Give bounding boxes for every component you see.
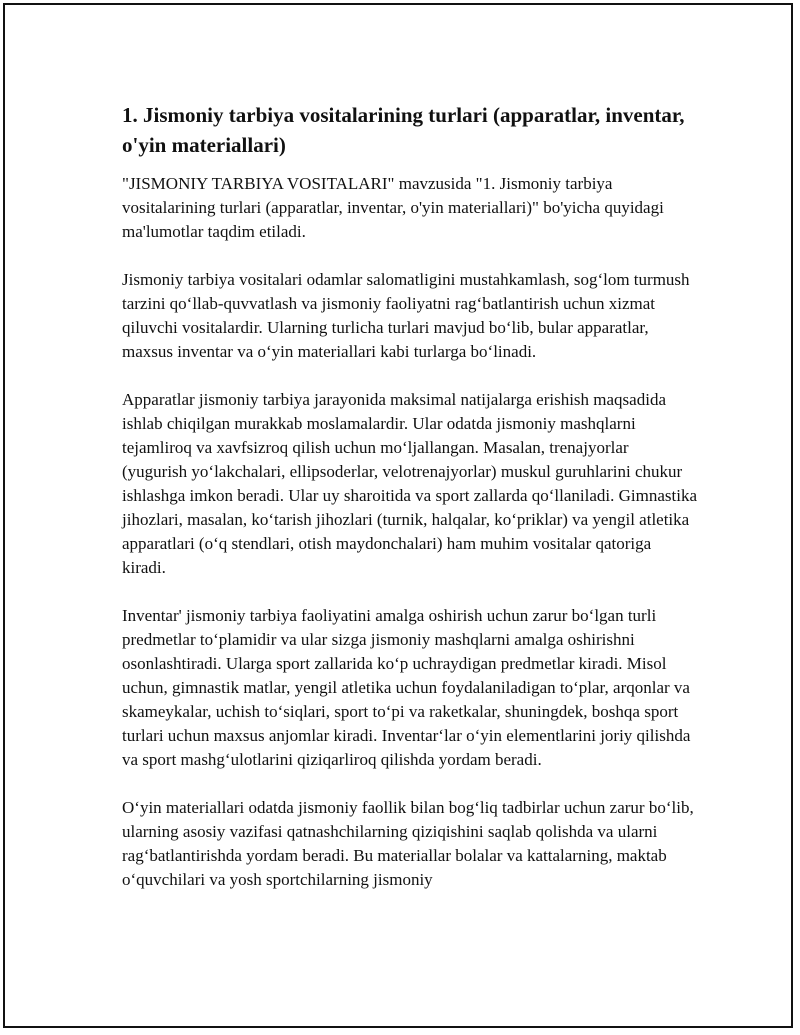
game-materials-paragraph: O‘yin materiallari odatda jismoniy faollik bilan bog‘liq tadbirlar uchun zarur bo‘lib, ularning asosiy vazifasi qatnashchilarning qiziqishini saqlab qolishda va ularni rag‘batlantirishda yordam beradi. Bu materiallar bolalar va kattalarning, maktab o‘quvchilari va yosh sportchilarning jismoniy <box>122 798 694 889</box>
inventory-paragraph: Inventar' jismoniy tarbiya faoliyatini amalga oshirish uchun zarur bo‘lgan turli predmetlar to‘plamidir va ular sizga jismoniy mashqlarni amalga oshirishni osonlashtiradi. Ularga sport zallarida ko‘p uchraydigan predmetlar kiradi. Misol uchun, gimnastik matlar, yengil atletika uchun foydalaniladigan to‘plar, arqonlar va skameykalar, uchish to‘siqlari, sport to‘pi va raketkalar, shuningdek, boshqa sport turlari uchun maxsus anjomlar kiradi. Inventar‘lar o‘yin elementlarini joriy qilishda va sport mashg‘ulotlarini qiziqarliroq qilishda yordam beradi. <box>122 606 691 769</box>
overview-paragraph: Jismoniy tarbiya vositalari odamlar salomatligini mustahkamlash, sog‘lom turmush tarzini qo‘llab-quvvatlash va jismoniy faoliyatni rag‘batlantirish uchun xizmat qiluvchi vositalardir. Ularning turlicha turlari mavjud bo‘lib, bular apparatlar, maxsus inventar va o‘yin materiallari kabi turlarga bo‘linadi. <box>122 270 690 361</box>
page-frame <box>3 3 793 1028</box>
apparatus-paragraph: Apparatlar jismoniy tarbiya jarayonida maksimal natijalarga erishish maqsadida ishlab chiqilgan murakkab moslamalardir. Ular odatda jismoniy mashqlarni tejamliroq va xavfsizroq qilish uchun mo‘ljallangan. Masalan, trenajyorlar (yugurish yo‘lakchalari, ellipsoderlar, velotrenajyorlar) muskul guruhlarini chukur ishlashga imkon beradi. Ular uy sharoitida va sport zallarda qo‘llaniladi. Gimnastika jihozlari, masalan, ko‘tarish jihozlari (turnik, halqalar, ko‘priklar) va yengil atletika apparatlari (o‘q stendlari, otish maydonchalari) ham muhim vositalar qatoriga kiradi. <box>122 390 698 577</box>
section-heading: 1. Jismoniy tarbiya vositalarining turlari (apparatlar, inventar, o'yin materiallari) <box>122 103 685 157</box>
document-body <box>122 100 697 916</box>
intro-paragraph: "JISMONIY TARBIYA VOSITALARI" mavzusida "1. Jismoniy tarbiya vositalarining turlari (apparatlar, inventar, o'yin materiallari)" bo'yicha quyidagi ma'lumotlar taqdim etiladi. <box>122 174 664 241</box>
